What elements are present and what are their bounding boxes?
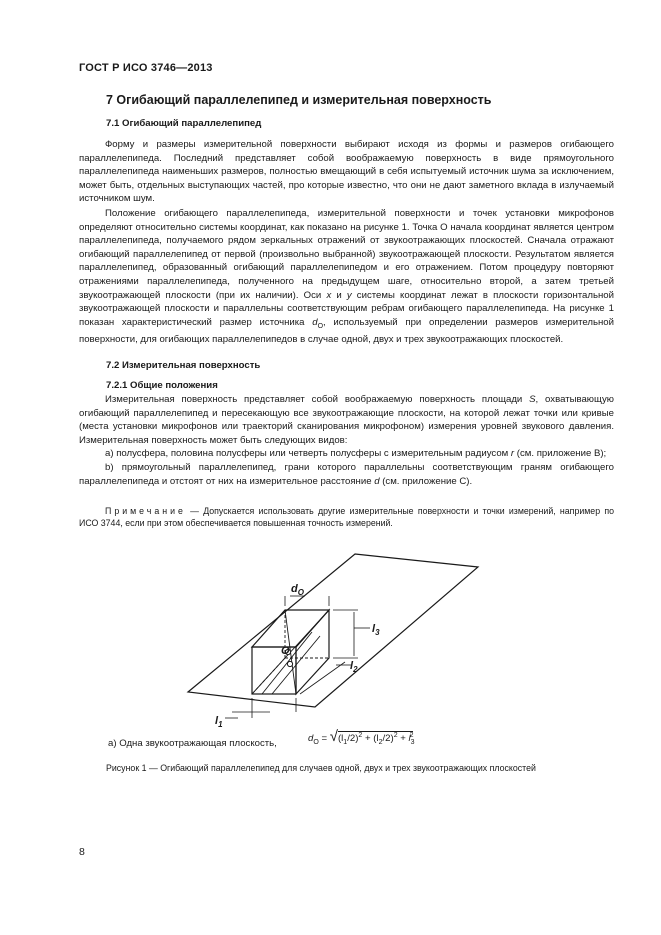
figure-caption: Рисунок 1 — Огибающий параллелепипед для случаев одной, двух и трех звукоотражающих плоскостей [106,763,536,773]
paragraph-7-1-p2 [79,207,614,347]
label-origin: O [281,645,290,657]
term-1-power: 2 [358,731,363,739]
formula-lhs-subscript: O [313,738,319,746]
symbol-r: r [510,448,515,460]
term-1-subscript: 1 [343,738,348,746]
conjunction: и [331,289,347,301]
formula-equals: = [318,733,330,744]
label-text: l [372,623,376,635]
paragraph-7-1-p1 [79,138,614,206]
paragraph-text: , используемый при определении размеров измерительной поверхности, для огибающих параллелепипедов в случае одной, двух и трех звукоотражающих плоскостей. [79,316,614,346]
term-2-power: 2 [393,731,398,739]
axis-x-symbol: x [326,289,332,301]
subsection-heading-7-2-1: 7.2.1 Общие положения [106,380,218,391]
label-text: l [215,715,219,727]
note-text: — Допускается использовать другие измерительные поверхности и точки измерений, например по ИСО 3744, если при этом обеспечивается повышенная точность измерений. [79,506,614,529]
label-text: l [350,660,354,672]
term-2-subscript: 2 [378,738,383,746]
list-item-b [79,461,614,488]
list-item-text: (см. приложение C). [379,475,473,487]
symbol-S: S [529,394,536,405]
page-number: 8 [79,846,85,858]
note-label: Примечание [105,506,186,516]
term-1: (l [337,733,344,744]
paragraph-text: Форму и размеры измерительной поверхности выбирают исходя из формы и размеров огибающего параллелепипеда. Последний представляет собой воображаемую поверхность в виде прямоугольного параллелепипеда наименьших размеров, полностью вмещающий в себя испытуемый источник шума за исключением, может быть, отдельных выступающих частей, про которые известно, что они не дают заметного вклада в излучаемый источником шум. [79,139,614,205]
label-l2 [350,660,358,674]
term-1-close: /2) [347,733,359,744]
label-dO [291,583,305,597]
plus-sign: + [362,733,374,744]
symbol-d: d [312,316,318,328]
term-3: l [408,733,411,744]
axis-y-symbol: y [346,289,352,301]
paragraph-text: Измерительная поверхность представляет собой воображаемую поверхность площади [105,394,530,405]
formula-lhs: d [308,733,314,744]
paragraph-text: Положение огибающего параллелепипеда, измерительной поверхности и точек установки микрофонов определяют относительно системы координат, как показано на рисунке 1. Точка O начала координат является центром параллелепипеда, получаемого рядом зеркальных отражений от звукоотражающих плоскостей. Сначала отражают огибающий параллелепипед от первой (произвольно выбранной) звукоотражающей плоскости. Результатом является параллелепипед, образованный огибающий параллелепипедом и его отражением. Потом процедуру повторяют отражениями параллелепипеда, полученного на предыдущем шаге, относительно второй, а затем третьей звукоотражающей плоскости (при их наличии). Оси [79,208,614,301]
paragraph-text: системы координат лежат в плоскости горизонтальной звукоотражающей плоскости и параллельны соответствующим ребрам огибающего параллелепипеда. На рисунке 1 показан характеристический размер источника [79,289,614,328]
dimension-lines [225,596,370,718]
term-3-subscript: 3 [410,738,415,746]
label-subscript: 3 [375,628,380,637]
sqrt-sign: √ [329,728,338,745]
label-subscript: O [297,588,304,597]
paragraph-text: , охватывающую огибающий параллелепипед и пересекающую все звукоотражающие плоскости, на которой лежат точки или кривые (места установки микрофонов или траекторий сканирования микрофоном) измерения уровней звукового давления. Измерительная поверхность может быть следующих видов: [79,394,614,446]
list-item-text: (см. приложение B); [514,448,607,460]
section-title: 7 Огибающий параллелепипед и измерительная поверхность [106,93,492,107]
label-subscript: 1 [218,720,223,729]
list-item-a [79,447,614,461]
plus-sign: + [397,733,409,744]
label-l3 [372,623,380,637]
reflecting-plane [188,554,478,707]
standard-code: ГОСТ Р ИСО 3746—2013 [79,62,213,74]
box-top-face [252,610,329,647]
figure-subcaption: а) Одна звукоотражающая плоскость, [108,738,277,749]
subsection-heading-7-2: 7.2 Измерительная поверхность [106,360,261,371]
subsection-heading-7-1: 7.1 Огибающий параллелепипед [106,118,262,129]
label-l1 [215,715,223,729]
figure-1a-drawing [0,540,661,740]
list-item-text: a) полусфера, половина полусферы или четверть полусферы с измерительным радиусом [105,448,511,460]
list-item-text: b) прямоугольный параллелепипед, грани которого параллельны соответствующим граням огибающего параллелепипеда и отстоят от них на измерительное расстояние [79,461,614,487]
label-text: d [291,583,298,595]
term-2-close: /2) [382,733,394,744]
origin-mirror-point [287,661,292,666]
box-right-face [296,610,329,694]
sqrt-radicand [338,731,414,744]
paragraph-7-2-1 [79,393,614,488]
label-subscript: 2 [353,665,358,674]
symbol-d: d [374,475,380,487]
term-3-power: 2 [409,731,414,739]
term-2: (l [373,733,379,744]
formula [308,728,413,746]
symbol-d-subscript: O [317,322,324,330]
note [79,505,614,530]
